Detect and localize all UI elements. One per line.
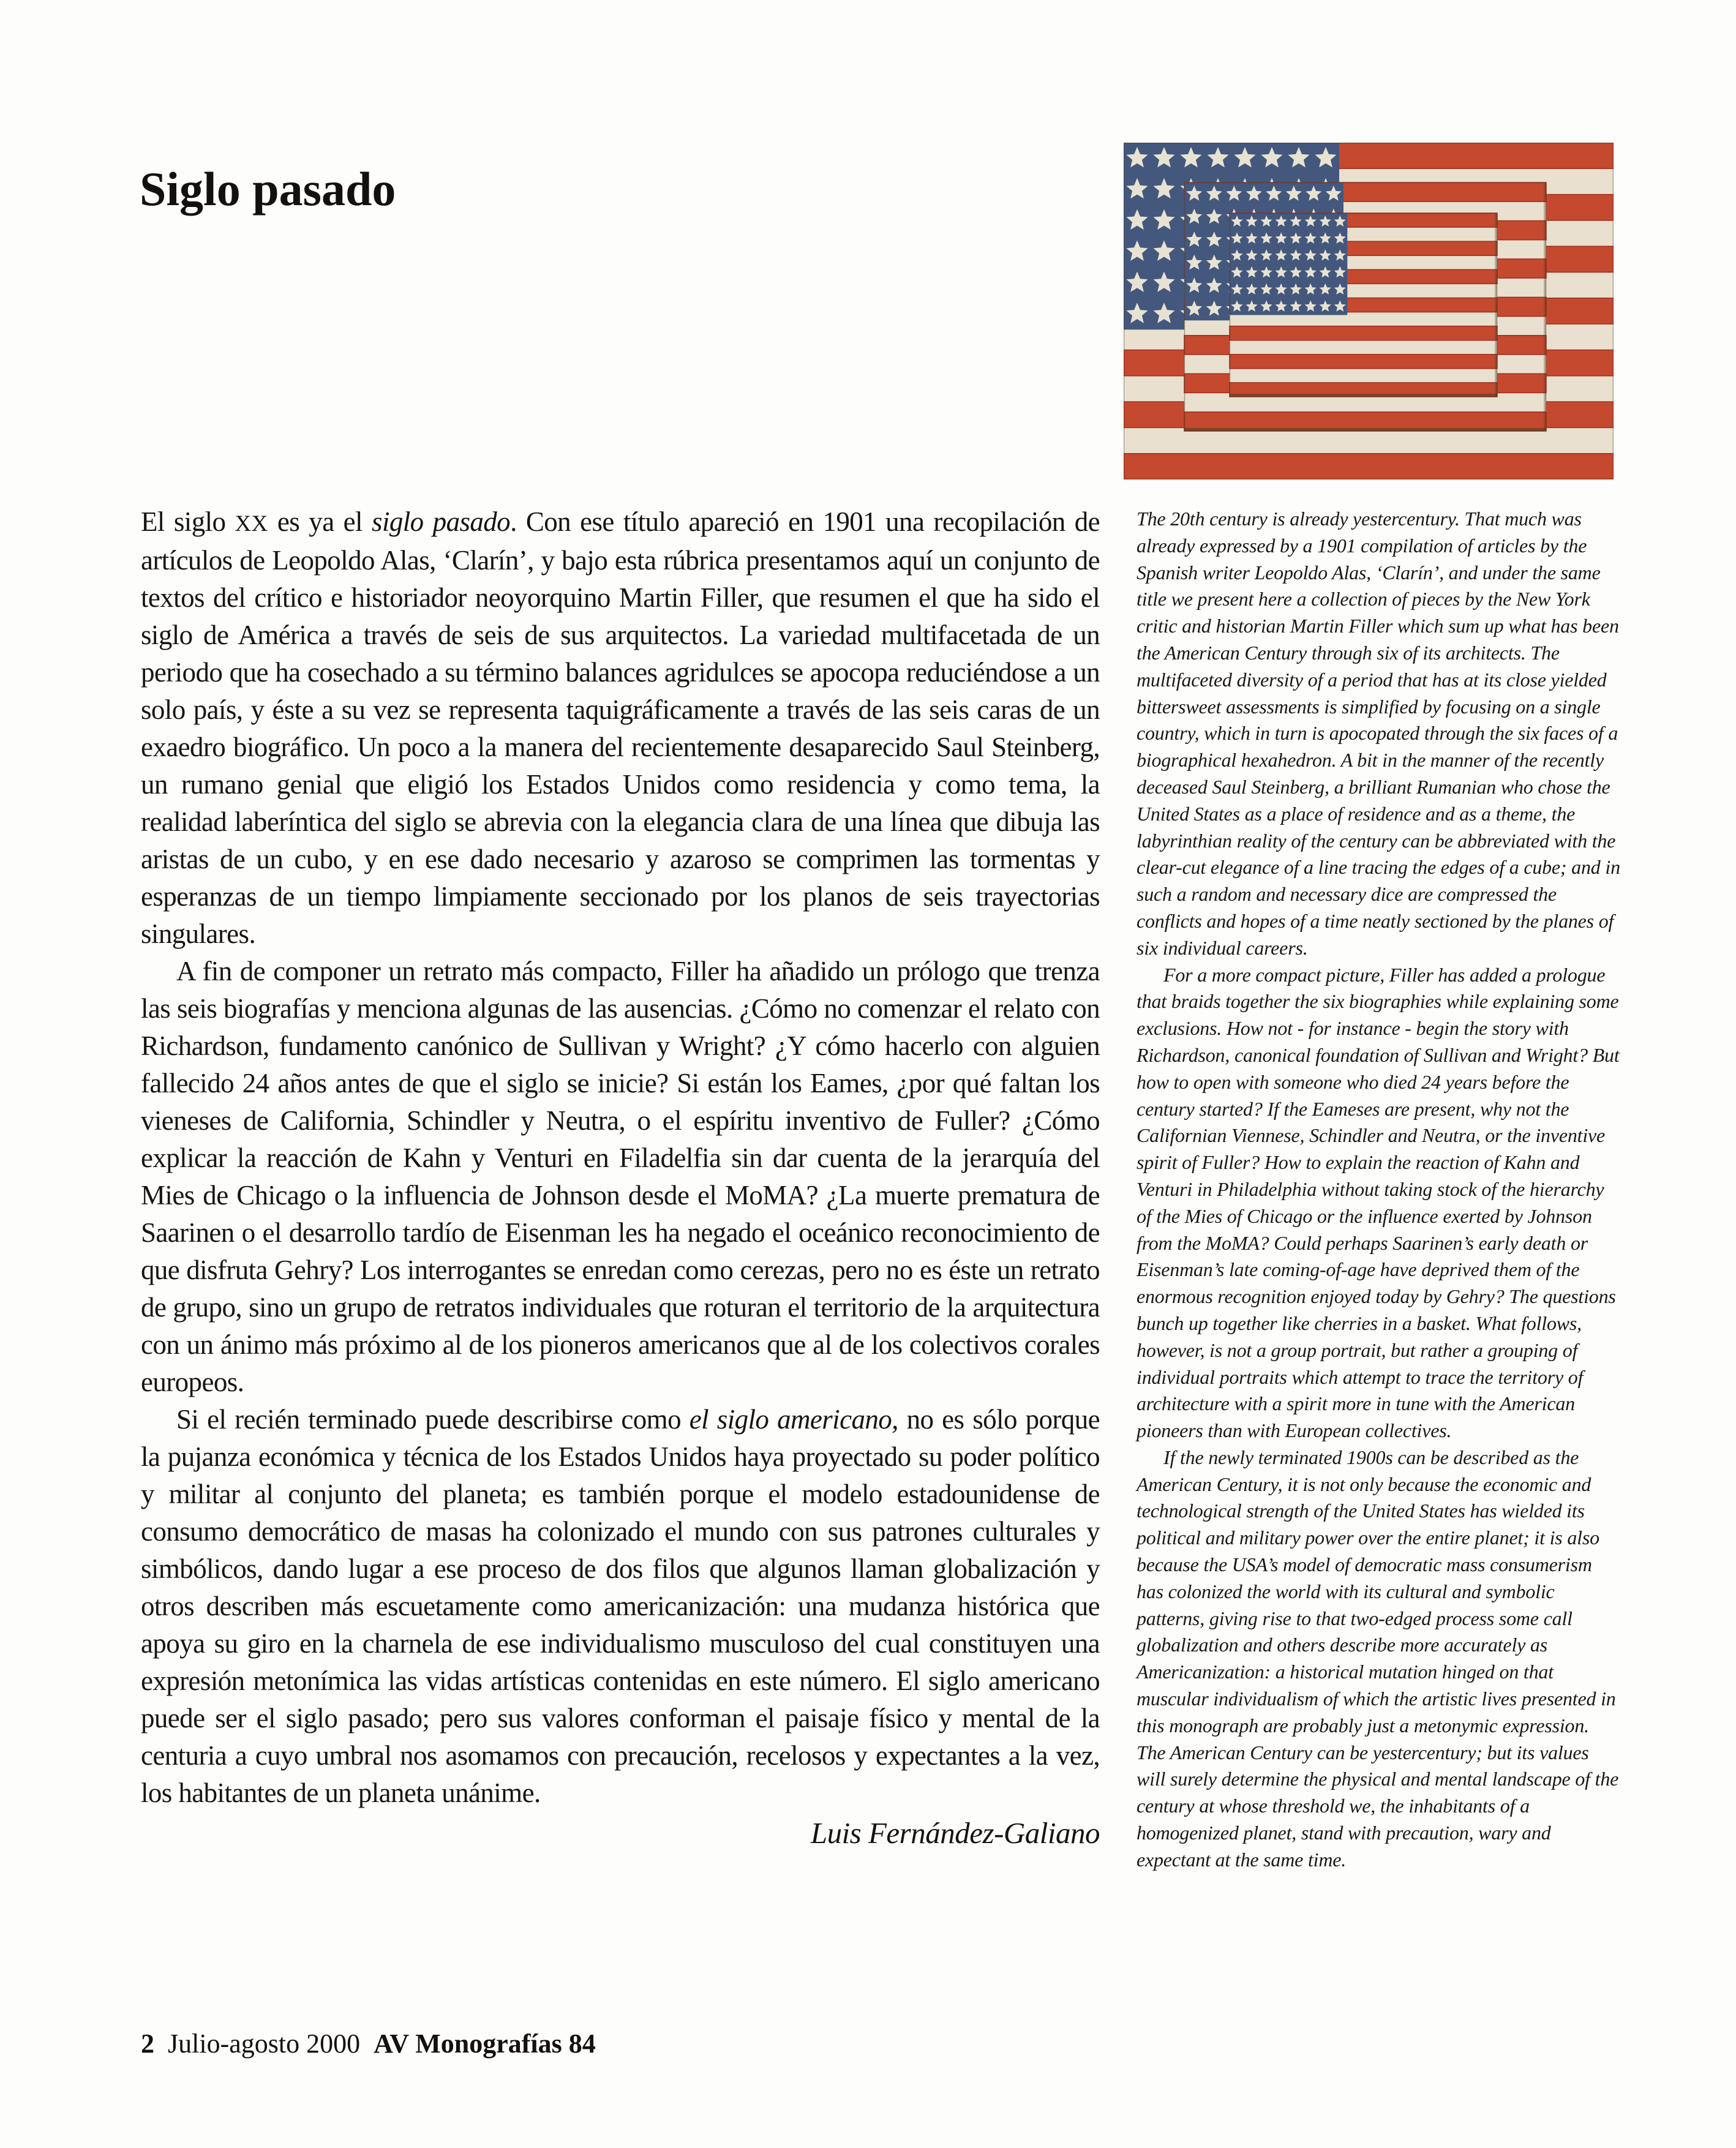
english-translation-column <box>1137 506 1621 1874</box>
author-signature: Luis Fernández-Galiano <box>810 1816 1100 1850</box>
spanish-paragraph: Si el recién terminado puede describirse como el siglo americano, no es sólo porque la pujanza económica y técnica de los Estados Unidos haya proyectado su poder político y militar al conjunto del planeta; es también porque el modelo estadounidense de consumo democrático de masas ha colonizado el mundo con sus patrones culturales y simbólicos, dando lugar a ese proceso de dos filos que algunos llaman globalización y otros describen más escuetamente como americanización: una mudanza histórica que apoya su giro en la charnela de ese individualismo musculoso del cual constituyen una expresión metonímica las vidas artísticas contenidas en este número. El siglo americano puede ser el siglo pasado; pero sus valores conforman el paisaje físico y mental de la centuria a cuyo umbral nos asomamos con precaución, recelosos y expectantes a la vez, los habitantes de un planeta unánime. <box>141 1404 1100 1808</box>
english-paragraph: For a more compact picture, Filler has added a prologue that braids together the six biographies while explaining some exclusions. How not - for instance - begin the story with Richardson, canonical foundation of Sullivan and Wright? But how to open with someone who died 24 years before the century started? If the Eameses are present, why not the Californian Viennese, Schindler and Neutra, or the inventive spirit of Fuller? How to explain the reaction of Kahn and Venturi in Philadelphia without taking stock of the hierarchy of the Mies of Chicago or the influence exerted by Johnson from the MoMA? Could perhaps Saarinen’s early death or Eisenman’s late coming-of-age have deprived them of the enormous recognition enjoyed today by Gehry? The questions bunch up together like cherries in a basket. What follows, however, is not a group portrait, but rather a grouping of individual portraits which attempt to trace the territory of architecture with a spirit more in tune with the American pioneers than with European collectives. <box>1137 963 1620 1442</box>
footer-publication: AV Monografías 84 <box>374 2029 596 2059</box>
spanish-paragraph: A fin de componer un retrato más compacto, Filler ha añadido un prólogo que trenza las seis biografías y menciona algunas de las ausencias. ¿Cómo no comenzar el relato con Richardson, fundamento canónico de Sullivan y Wright? ¿Y cómo hacerlo con alguien fallecido 24 años antes de que el siglo se inicie? Si están los Eames, ¿por qué faltan los vieneses de California, Schindler y Neutra, o el espíritu inventivo de Fuller? ¿Cómo explicar la reacción de Kahn y Venturi en Filadelfia sin dar cuenta de la jerarquía del Mies de Chicago o la influencia de Johnson desde el MoMA? ¿La muerte prematura de Saarinen o el desarrollo tardío de Eisenman les ha negado el oceánico reconocimiento de que disfruta Gehry? Los interrogantes se enredan como cerezas, pero no es éste un retrato de grupo, sino un grupo de retratos individuales que roturan el territorio de la arquitectura con un ánimo más próximo al de los pioneros americanos que al de los colectivos corales europeos. <box>141 956 1100 1397</box>
spanish-column <box>141 503 1100 1852</box>
page-footer <box>141 2028 596 2059</box>
three-flags-painting <box>1124 143 1614 479</box>
spanish-paragraphs <box>141 503 1100 1812</box>
english-paragraph: If the newly terminated 1900s can be described as the American Century, it is not only because the economic and technological strength of the United States has wielded its political and military power over the entire planet; it is also because the USA’s model of democratic mass consumerism has colonized the world with its cultural and symbolic patterns, giving rise to that two-edged process some call globalization and others describe more accurately as Americanization: a historical mutation hinged on that muscular individualism of which the artistic lives presented in this monograph are probably just a metonymic expression. The American Century can be yestercentury; but its values will surely determine the physical and mental landscape of the century at whose threshold we, the inhabitants of a homogenized planet, stand with precaution, wary and expectant at the same time. <box>1137 1446 1619 1871</box>
three-flags-artwork <box>1124 143 1614 479</box>
english-paragraph: The 20th century is already yestercentury. That much was already expressed by a 1901 compilation of articles by the Spanish writer Leopoldo Alas, ‘Clarín’, and under the same title we present here a collection of pieces by the New York critic and historian Martin Filler which sum up what has been the American Century through six of its architects. The multifaceted diversity of a period that has at its close yielded bittersweet assessments is simplified by focusing on a single country, which in turn is apocopated through the six faces of a biographical hexahedron. A bit in the manner of the recently deceased Saul Steinberg, a brilliant Rumanian who chose the United States as a place of residence and as a theme, the labyrinthian reality of the century can be abbreviated with the clear-cut elegance of a line tracing the edges of a cube; and in such a random and necessary dice are compressed the conflicts and hopes of a time neatly sectioned by the planes of six individual careers. <box>1137 508 1620 959</box>
flag-layer-2 <box>1230 213 1497 397</box>
footer-page-number: 2 <box>141 2029 154 2059</box>
page-title: Siglo pasado <box>140 162 396 216</box>
english-paragraphs <box>1137 506 1621 1874</box>
footer-issue-date: Julio-agosto 2000 <box>168 2029 361 2059</box>
spanish-paragraph: El siglo XX es ya el siglo pasado. Con ese título apareció en 1901 una recopilación de artículos de Leopoldo Alas, ‘Clarín’, y bajo esta rúbrica presentamos aquí un conjunto de textos del crítico e historiador neoyorquino Martin Filler, que resumen el que ha sido el siglo de América a través de seis de sus arquitectos. La variedad multifacetada de un periodo que ha cosechado a su término balances agridulces se apocopa reduciéndose a un solo país, y éste a su vez se representa taquigráficamente a través de las seis caras de un exaedro biográfico. Un poco a la manera del recientemente desaparecido Saul Steinberg, un rumano genial que eligió los Estados Unidos como residencia y como tema, la realidad laberíntica del siglo se abrevia con la elegancia clara de una línea que dibuja las aristas de un cubo, y en ese dado necesario y azaroso se comprimen las tormentas y esperanzas de un tiempo limpiamente seccionado por los planos de seis trayectorias singulares. <box>141 506 1100 949</box>
